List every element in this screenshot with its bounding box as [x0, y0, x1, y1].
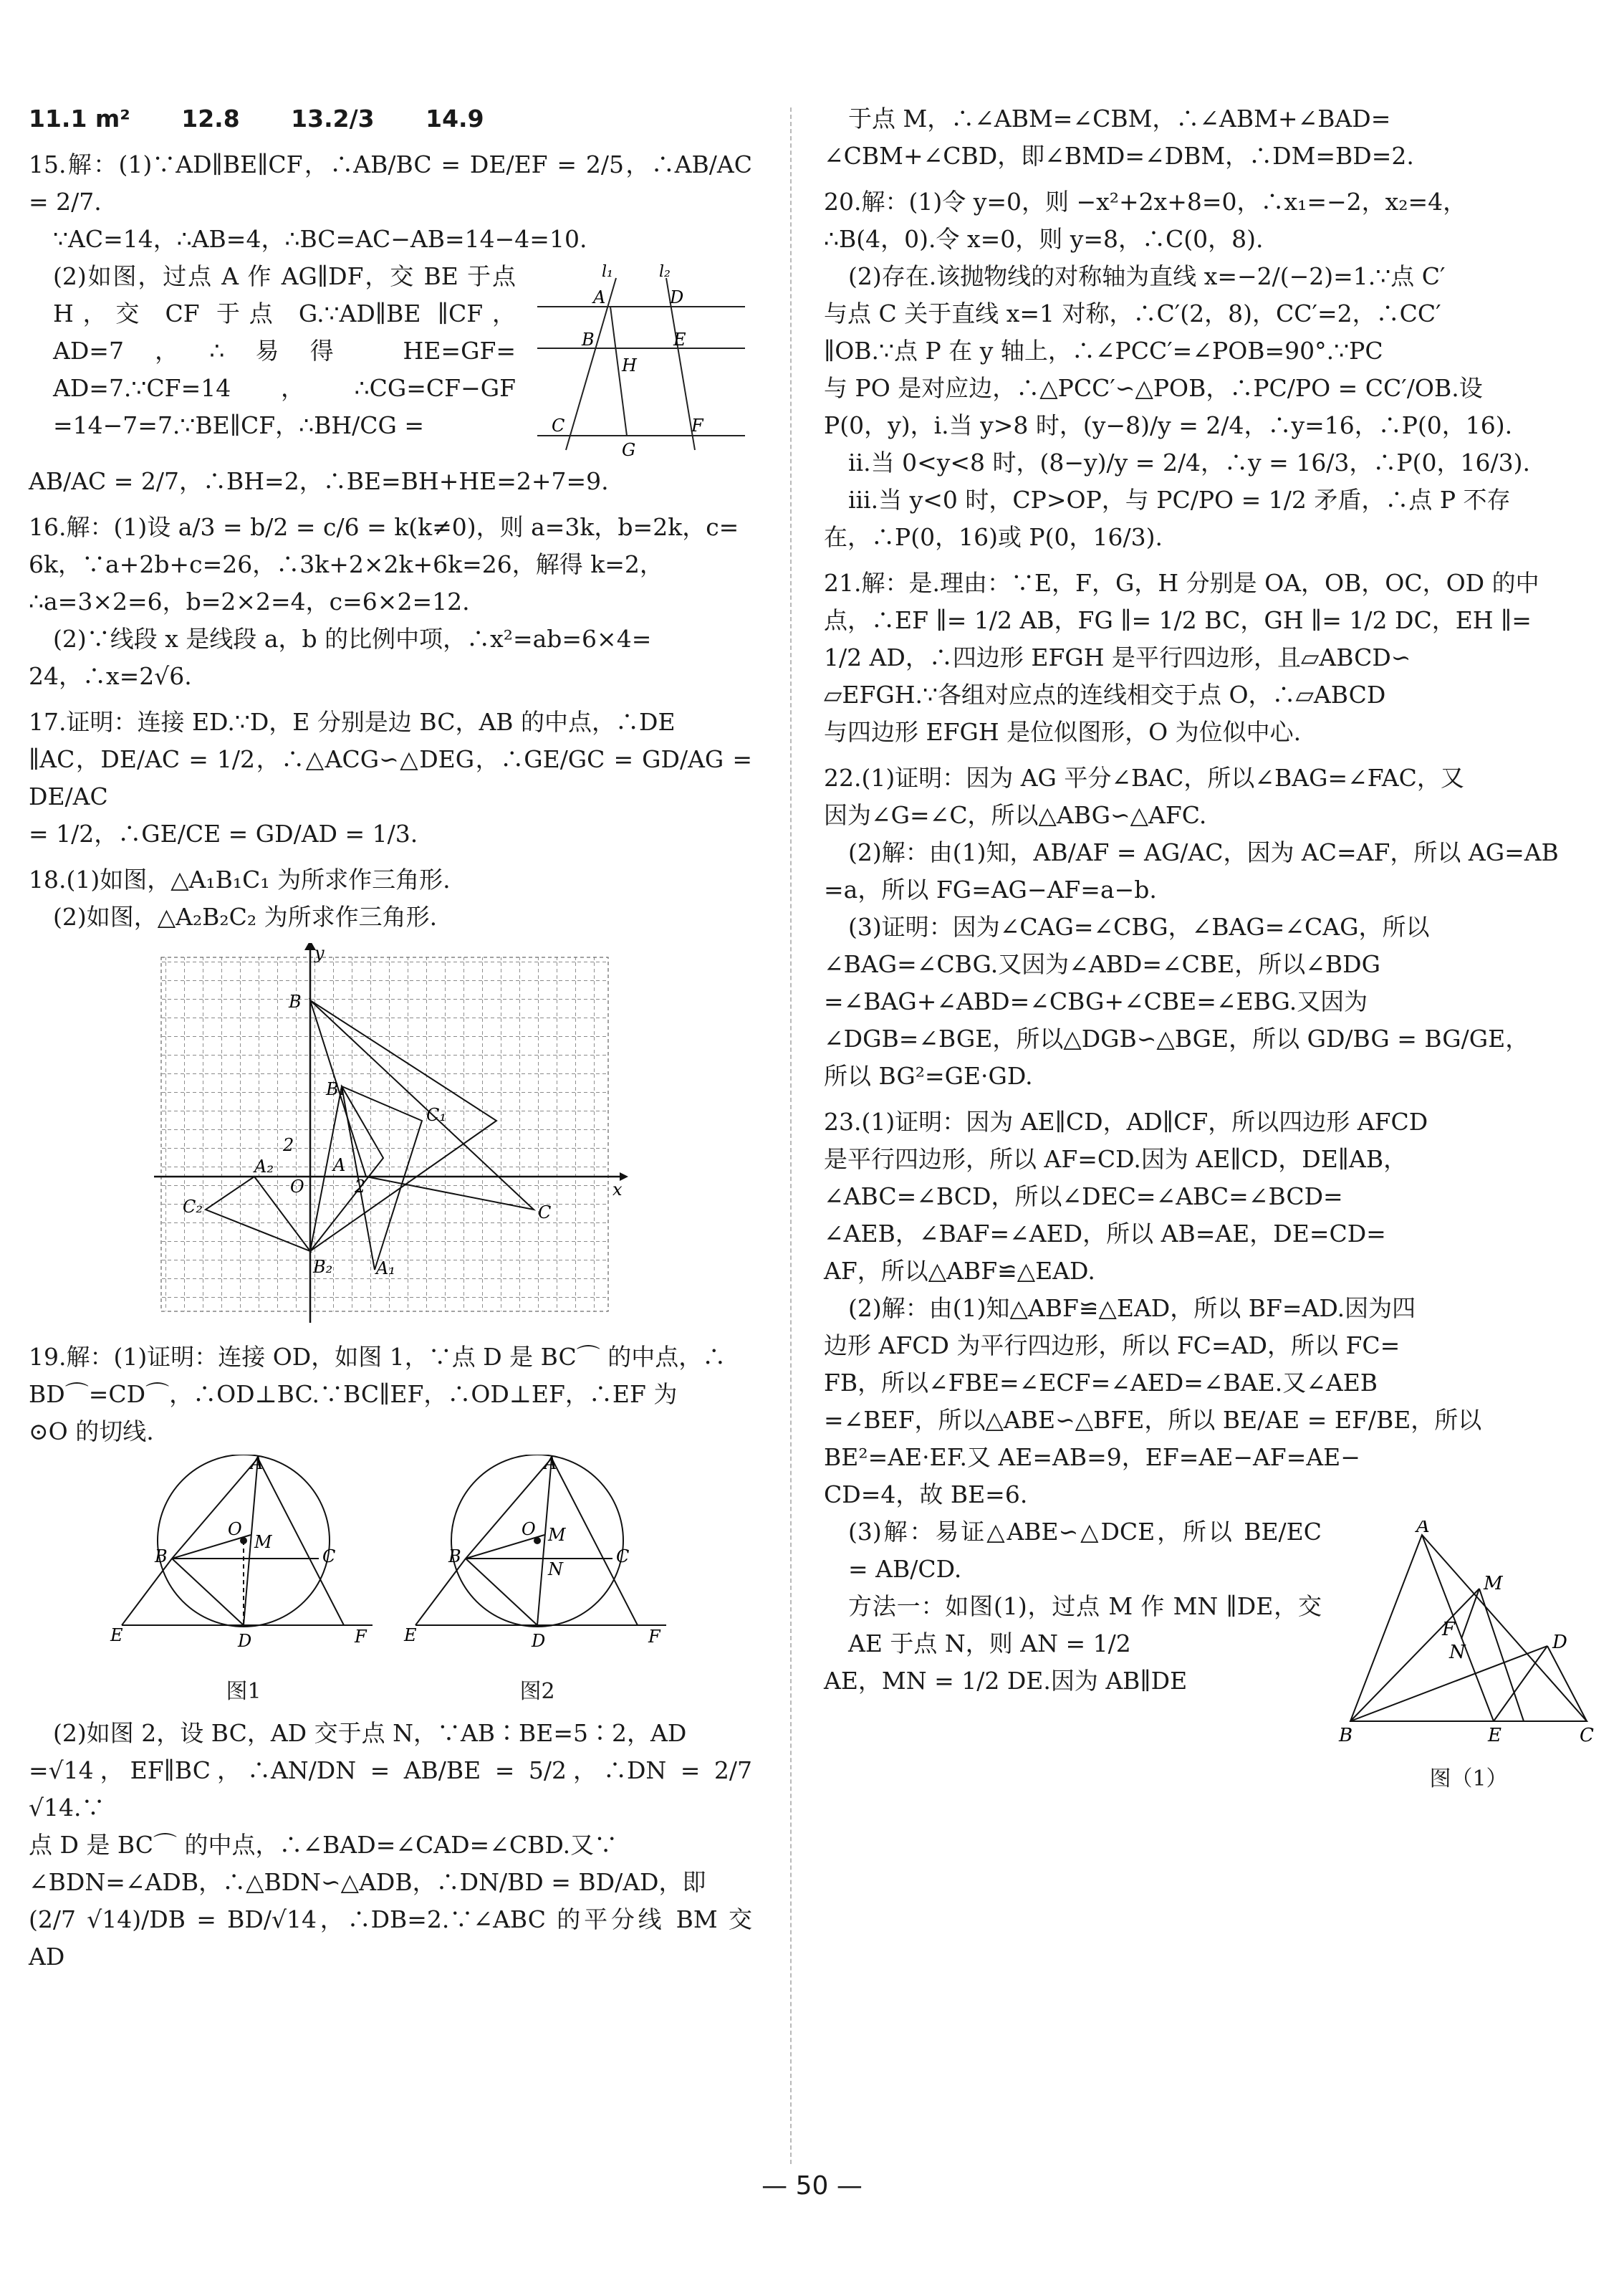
- q22-line: 所以 BG²=GE·GD.: [824, 1062, 1033, 1090]
- q16-line: (2)∵线段 x 是线段 a，b 的比例中项，∴x²=ab=6×4=: [53, 625, 652, 653]
- svg-text:D: D: [1552, 1632, 1567, 1653]
- svg-text:N: N: [1449, 1642, 1466, 1663]
- q23-line: =∠BEF，所以△ABE∽△BFE，所以 BE/AE = EF/BE，所以: [824, 1406, 1482, 1434]
- figure-1-caption: 图1: [226, 1679, 261, 1704]
- svg-text:x: x: [612, 1179, 623, 1200]
- svg-text:C: C: [1580, 1725, 1594, 1746]
- q22-line: (2)解：由(1)知，AB/AF = AG/AC，因为 AC=AF，所以 AG=AB: [848, 838, 1559, 866]
- svg-text:l₁: l₁: [602, 264, 613, 281]
- answer-13: 13.2/3: [291, 105, 375, 133]
- svg-text:2: 2: [283, 1135, 294, 1155]
- circle-figures: [29, 1455, 752, 1710]
- q20-line: 与 PO 是对应边，∴△PCC′∽△POB，∴PC/PO = CC′/OB.设: [824, 374, 1483, 402]
- svg-text:C: C: [552, 416, 565, 436]
- q23-line: 边形 AFCD 为平行四边形，所以 FC=AD，所以 FC=: [824, 1331, 1400, 1359]
- svg-text:E: E: [404, 1625, 417, 1645]
- svg-text:B: B: [448, 1546, 461, 1566]
- question-22: [824, 760, 1601, 1095]
- svg-text:F: F: [648, 1627, 660, 1647]
- q23-line: 23.(1)证明：因为 AE∥CD，AD∥CF，所以四边形 AFCD: [824, 1108, 1428, 1136]
- q21-line: 与四边形 EFGH 是位似图形，O 为位似中心.: [824, 718, 1302, 746]
- right-column: [824, 100, 1601, 1804]
- q22-line: (3)证明：因为∠CAG=∠CBG，∠BAG=∠CAG，所以: [848, 913, 1430, 941]
- question-18: [29, 861, 752, 1330]
- q17-line: 17.证明：连接 ED.∵D，E 分别是边 BC，AB 的中点，∴DE: [29, 708, 676, 736]
- q22-line: =a，所以 FG=AG−AF=a−b.: [824, 876, 1157, 904]
- question-19: [29, 1339, 752, 1976]
- svg-text:B₁: B₁: [326, 1079, 346, 1099]
- q22-line: ∠BAG=∠CBG.又因为∠ABD=∠CBE，所以∠BDG: [824, 950, 1380, 978]
- q19-line: (2)如图 2，设 BC，AD 交于点 N，∵AB∶BE=5∶2，AD: [53, 1719, 687, 1747]
- q18-line: 18.(1)如图，△A₁B₁C₁ 为所求作三角形.: [29, 866, 451, 894]
- question-21: [824, 565, 1601, 751]
- q17-line: = 1/2，∴GE/CE = GD/AD = 1/3.: [29, 820, 418, 848]
- q23-line: 方法一：如图(1)，过点 M 作 MN ∥DE，交 AE 于点 N，则 AN = 1/2: [848, 1592, 1322, 1657]
- q23-line: ∠ABC=∠BCD，所以∠DEC=∠ABC=∠BCD=: [824, 1182, 1343, 1210]
- q21-line: 1/2 AD，∴四边形 EFGH 是平行四边形，且▱ABCD∽: [824, 643, 1411, 671]
- svg-text:B₂: B₂: [313, 1257, 333, 1277]
- q15-line: 15.解：(1)∵AD∥BE∥CF，∴AB/BC = DE/EF = 2/5，∴AB/AC = 2/7.: [29, 150, 752, 216]
- svg-text:D: D: [238, 1631, 252, 1651]
- svg-text:C₂: C₂: [183, 1197, 203, 1217]
- q16-line: 24，∴x=2√6.: [29, 662, 192, 690]
- q22-line: =∠BAG+∠ABD=∠CBG+∠CBE=∠EBG.又因为: [824, 987, 1368, 1015]
- question-23: [824, 1104, 1601, 1791]
- svg-text:A: A: [1416, 1521, 1430, 1537]
- q20-line: 在，∴P(0，16)或 P(0，16/3).: [824, 523, 1163, 551]
- q19-line: 19.解：(1)证明：连接 OD，如图 1，∵点 D 是 BC⌒ 的中点，∴: [29, 1343, 726, 1371]
- svg-text:l₂: l₂: [659, 264, 671, 281]
- q16-line: 6k，∵a+2b+c=26，∴3k+2×2k+6k=26，解得 k=2，: [29, 550, 663, 578]
- svg-text:B: B: [155, 1546, 168, 1566]
- svg-text:A: A: [251, 1455, 264, 1473]
- q23-line: ∠AEB，∠BAF=∠AED，所以 AB=AE，DE=CD=: [824, 1220, 1386, 1248]
- q15-line: (2)如图，过点 A 作 AG∥DF，交 BE 于点 H，交 CF 于点 G.∵AD∥BE ∥CF，AD=7，∴易得 HE=GF= AD=7.∵CF=14，∴CG=CF−GF =14−7=7.∵BE∥CF，∴BH/CG =: [53, 262, 516, 439]
- q16-line: ∴a=3×2=6，b=2×2=4，c=6×2=12.: [29, 588, 470, 616]
- figure-23: [1336, 1521, 1601, 1798]
- q16-line: 16.解：(1)设 a/3 = b/2 = c/6 = k(k≠0)，则 a=3k，b=2k，c=: [29, 513, 739, 541]
- q23-line: BE²=AE·EF.又 AE=AB=9，EF=AE−AF=AE−: [824, 1443, 1360, 1471]
- svg-text:D: D: [532, 1631, 546, 1651]
- q23-line: AF，所以△ABF≌△EAD.: [824, 1257, 1095, 1285]
- svg-text:O: O: [522, 1519, 536, 1539]
- svg-text:F: F: [1442, 1619, 1456, 1640]
- q15-line: AB/AC = 2/7，∴BH=2，∴BE=BH+HE=2+7=9.: [29, 467, 609, 495]
- q22-line: ∠DGB=∠BGE，所以△DGB∽△BGE，所以 GD/BG = BG/GE，: [824, 1025, 1529, 1053]
- svg-text:C: C: [616, 1546, 630, 1566]
- answers-11-14: [29, 100, 752, 138]
- answer-14: 14.9: [426, 105, 484, 133]
- svg-text:O: O: [290, 1177, 304, 1197]
- q20-line: 20.解：(1)令 y=0，则 −x²+2x+8=0，∴x₁=−2，x₂=4，: [824, 188, 1467, 216]
- q19-line: (2/7 √14)/DB = BD/√14，∴DB=2.∵∠ABC 的平分线 BM 交 AD: [29, 1905, 752, 1971]
- q22-line: 因为∠G=∠C，所以△ABG∽△AFC.: [824, 801, 1207, 829]
- q19-line: BD⌒=CD⌒，∴OD⊥BC.∵BC∥EF，∴OD⊥EF，∴EF 为: [29, 1380, 678, 1408]
- svg-text:N: N: [548, 1559, 563, 1579]
- q20-line: ⅲ.当 y<0 时，CP>OP，与 PC/PO = 1/2 矛盾，∴点 P 不存: [848, 486, 1511, 514]
- figure-23-caption: 图（1）: [1429, 1766, 1508, 1791]
- left-column: [29, 100, 752, 1976]
- answer-12: 12.8: [181, 105, 240, 133]
- q20-line: ∴B(4，0).令 x=0，则 y=8，∴C(0，8).: [824, 225, 1264, 253]
- svg-text:M: M: [1484, 1573, 1503, 1594]
- q19-line: 点 D 是 BC⌒ 的中点，∴∠BAD=∠CAD=∠CBD.又∵: [29, 1831, 618, 1859]
- svg-text:A₂: A₂: [254, 1157, 274, 1177]
- svg-text:E: E: [673, 330, 686, 350]
- q19-cont-line: ∠CBM+∠CBD，即∠BMD=∠DBM，∴DM=BD=2.: [824, 142, 1414, 170]
- svg-text:A₁: A₁: [376, 1258, 395, 1278]
- svg-text:A: A: [333, 1155, 346, 1175]
- q20-line: ∥OB.∵点 P 在 y 轴上，∴∠PCC′=∠POB=90°.∵PC: [824, 337, 1383, 365]
- q23-line: CD=4，故 BE=6.: [824, 1480, 1028, 1508]
- figure-1: [107, 1455, 380, 1710]
- q22-line: 22.(1)证明：因为 AG 平分∠BAC，所以∠BAG=∠FAC，又: [824, 764, 1464, 792]
- svg-text:B: B: [289, 992, 302, 1012]
- svg-text:M: M: [548, 1525, 566, 1545]
- figure-2-caption: 图2: [519, 1679, 555, 1704]
- circle-figure-1: [107, 1455, 380, 1662]
- q21-line: ▱EFGH.∵各组对应点的连线相交于点 O，∴▱ABCD: [824, 681, 1386, 709]
- svg-text:G: G: [622, 440, 636, 457]
- q18-line: (2)如图，△A₂B₂C₂ 为所求作三角形.: [53, 903, 438, 931]
- svg-text:E: E: [110, 1625, 123, 1645]
- question-17: [29, 704, 752, 853]
- svg-text:B: B: [582, 330, 595, 350]
- svg-text:C₁: C₁: [426, 1105, 446, 1125]
- q19-line: ⊙O 的切线.: [29, 1417, 154, 1445]
- svg-text:C: C: [322, 1546, 336, 1566]
- q19-line: =√14，EF∥BC，∴AN/DN = AB/BE = 5/2，∴DN = 2/7 √14.∵: [29, 1756, 752, 1822]
- svg-text:2: 2: [355, 1177, 366, 1197]
- question-16: [29, 509, 752, 695]
- q20-line: (2)存在.该抛物线的对称轴为直线 x=−2/(−2)=1.∵点 C′: [848, 262, 1446, 290]
- q21-line: 21.解：是.理由：∵E，F，G，H 分别是 OA，OB，OC，OD 的中: [824, 569, 1539, 597]
- q20-line: P(0，y)，ⅰ.当 y>8 时，(y−8)/y = 2/4，∴y=16，∴P(0，16).: [824, 411, 1513, 439]
- svg-text:D: D: [670, 287, 684, 307]
- figure-2: [401, 1455, 673, 1710]
- q19-cont-line: 于点 M，∴∠ABM=∠CBM，∴∠ABM+∠BAD=: [848, 105, 1391, 133]
- answer-11: 11.1 m²: [29, 105, 130, 133]
- q23-line: AE，MN = 1/2 DE.因为 AB∥DE: [824, 1667, 1188, 1695]
- svg-text:M: M: [254, 1532, 272, 1552]
- parallel-lines-figure: [530, 264, 752, 457]
- q23-line: FB，所以∠FBE=∠ECF=∠AED=∠BAE.又∠AEB: [824, 1369, 1378, 1397]
- q20-line: ⅱ.当 0<y<8 时，(8−y)/y = 2/4，∴y = 16/3，∴P(0，16/3).: [848, 449, 1530, 477]
- page-number: — 50 —: [761, 2171, 863, 2201]
- q23-line: (2)解：由(1)知△ABF≌△EAD，所以 BF=AD.因为四: [848, 1294, 1416, 1322]
- q23-line: (3)解：易证△ABE∽△DCE，所以 BE/EC = AB/CD.: [848, 1518, 1322, 1583]
- svg-text:C: C: [538, 1202, 552, 1222]
- svg-text:E: E: [1488, 1725, 1502, 1746]
- coordinate-grid-figure: [147, 943, 634, 1330]
- question-20: [824, 183, 1601, 556]
- q17-line: ∥AC，DE/AC = 1/2，∴△ACG∽△DEG，∴GE/GC = GD/AG = DE/AC: [29, 745, 752, 810]
- svg-text:H: H: [622, 355, 637, 375]
- question-15: [29, 146, 752, 500]
- svg-text:F: F: [691, 416, 703, 436]
- svg-text:B: B: [1339, 1725, 1353, 1746]
- q20-line: 与点 C 关于直线 x=1 对称，∴C′(2，8)，CC′=2，∴CC′: [824, 300, 1441, 327]
- svg-text:A: A: [544, 1455, 557, 1473]
- svg-text:A: A: [593, 287, 606, 307]
- circle-figure-2: [401, 1455, 673, 1662]
- triangle-figure: [1336, 1521, 1601, 1750]
- svg-text:F: F: [355, 1627, 367, 1647]
- q19-line: ∠BDN=∠ADB，∴△BDN∽△ADB，∴DN/BD = BD/AD，即: [29, 1868, 706, 1896]
- q23-line: 是平行四边形，所以 AF=CD.因为 AE∥CD，DE∥AB，: [824, 1145, 1408, 1173]
- svg-text:y: y: [314, 943, 325, 963]
- q21-line: 点，∴EF ∥= 1/2 AB，FG ∥= 1/2 BC，GH ∥= 1/2 DC，EH ∥=: [824, 606, 1532, 634]
- question-19-continued: [824, 100, 1601, 175]
- column-divider: [790, 107, 792, 2164]
- q15-line: ∵AC=14，∴AB=4，∴BC=AC−AB=14−4=10.: [53, 225, 587, 253]
- svg-text:O: O: [228, 1519, 242, 1539]
